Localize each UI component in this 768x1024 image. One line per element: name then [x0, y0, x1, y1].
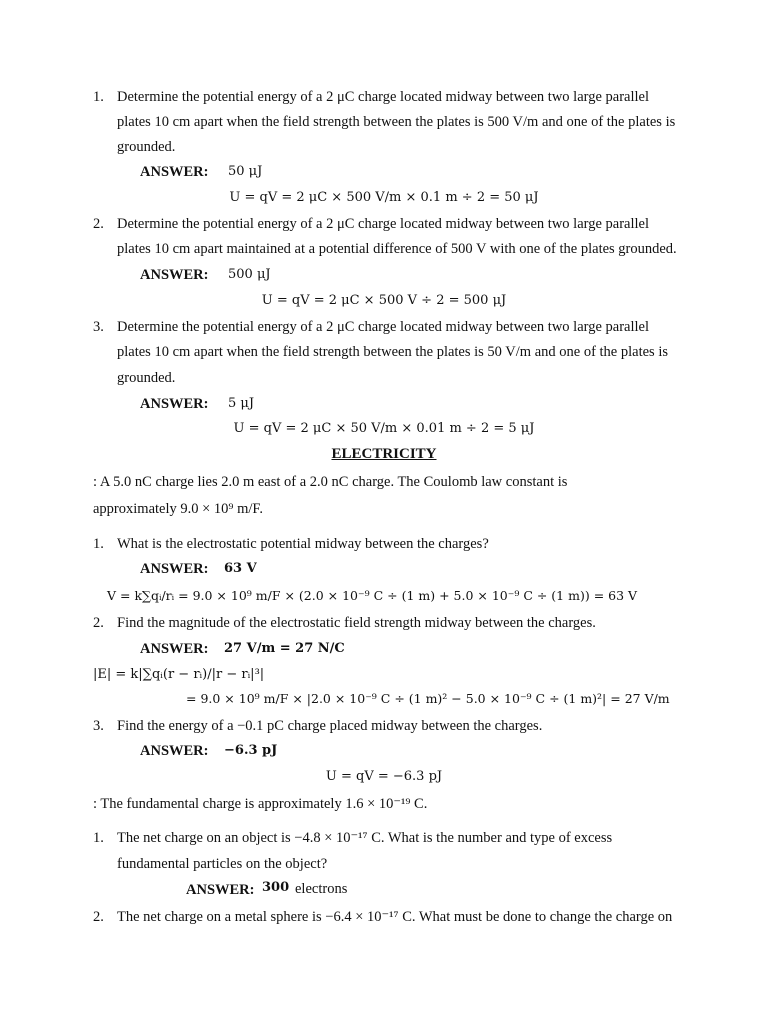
- answer-label: ANSWER:: [186, 882, 255, 898]
- problem-text-line: Determine the potential energy of a 2 μC charge located midway between two large parallel: [117, 216, 649, 232]
- equation: |E| = k|∑qᵢ(r − rᵢ)/|r − rᵢ|³|: [93, 667, 265, 682]
- answer-label: ANSWER:: [140, 164, 209, 180]
- problem-text-line: What is the electrostatic potential midway between the charges?: [117, 536, 489, 552]
- equation: = 9.0 × 10⁹ m/F × |2.0 × 10⁻⁹ C ÷ (1 m)² − 5.0 × 10⁻⁹ C ÷ (1 m)²| = 27 V/m: [186, 691, 670, 706]
- answer-value: −6.3 pJ: [224, 743, 278, 758]
- answer-label: ANSWER:: [140, 561, 209, 577]
- problem-number: 3.: [93, 319, 104, 335]
- answer-value: 63 V: [224, 561, 257, 576]
- problem-text-line: Find the magnitude of the electrostatic field strength midway between the charges.: [117, 615, 596, 631]
- answer-value: 27 V/m = 27 N/C: [224, 641, 345, 656]
- equation: U = qV = 2 μC × 50 V/m × 0.01 m ÷ 2 = 5 μJ: [233, 421, 535, 436]
- intro-line: approximately 9.0 × 10⁹ m/F.: [93, 501, 263, 517]
- answer-label: ANSWER:: [140, 743, 209, 759]
- answer-value: 500 μJ: [228, 267, 271, 282]
- problem-text-line: grounded.: [117, 139, 176, 155]
- equation: U = qV = −6.3 pJ: [325, 769, 443, 784]
- problem-text-line: The net charge on an object is −4.8 × 10⁻¹⁷ C. What is the number and type of excess: [117, 830, 613, 846]
- problem-text-line: plates 10 cm apart maintained at a potential difference of 500 V with one of the plates grounded.: [117, 241, 677, 257]
- problem-text-line: Determine the potential energy of a 2 μC charge located midway between two large parallel: [117, 319, 649, 335]
- fundamental-charge-note: : The fundamental charge is approximately 1.6 × 10⁻¹⁹ C.: [93, 796, 428, 812]
- problem-text-line: Determine the potential energy of a 2 μC charge located midway between two large parallel: [117, 89, 649, 105]
- problem-text-line: plates 10 cm apart when the field strength between the plates is 50 V/m and one of the plates is: [117, 344, 668, 360]
- answer-unit: electrons: [295, 881, 348, 897]
- problem-number: 1.: [93, 830, 104, 846]
- problem-number: 1.: [93, 536, 104, 552]
- problem-text-line: Find the energy of a −0.1 pC charge placed midway between the charges.: [117, 718, 543, 734]
- intro-line: : A 5.0 nC charge lies 2.0 m east of a 2.0 nC charge. The Coulomb law constant is: [93, 474, 568, 490]
- problem-text-line: plates 10 cm apart when the field strength between the plates is 500 V/m and one of the plates is: [117, 114, 676, 130]
- answer-label: ANSWER:: [140, 396, 209, 412]
- equation: U = qV = 2 μC × 500 V ÷ 2 = 500 μJ: [261, 293, 507, 308]
- problem-number: 2.: [93, 615, 104, 631]
- problem-number: 2.: [93, 909, 104, 925]
- problem-number: 2.: [93, 216, 104, 232]
- problem-text-line: The net charge on a metal sphere is −6.4 × 10⁻¹⁷ C. What must be done to change the charge on: [117, 909, 673, 925]
- equation: V = k∑qᵢ/rᵢ = 9.0 × 10⁹ m/F × (2.0 × 10⁻⁹ C ÷ (1 m) + 5.0 × 10⁻⁹ C ÷ (1 m)) = 63 V: [107, 588, 638, 603]
- problem-number: 3.: [93, 718, 104, 734]
- equation: U = qV = 2 μC × 500 V/m × 0.1 m ÷ 2 = 50 μJ: [229, 190, 539, 205]
- problem-number: 1.: [93, 89, 104, 105]
- answer-value: 50 μJ: [228, 164, 263, 179]
- problem-text-line: fundamental particles on the object?: [117, 856, 328, 872]
- answer-label: ANSWER:: [140, 641, 209, 657]
- answer-label: ANSWER:: [140, 267, 209, 283]
- section-title: ELECTRICITY: [331, 446, 437, 462]
- answer-value: 5 μJ: [228, 396, 255, 411]
- problem-text-line: grounded.: [117, 370, 176, 386]
- answer-value: 300: [262, 880, 290, 895]
